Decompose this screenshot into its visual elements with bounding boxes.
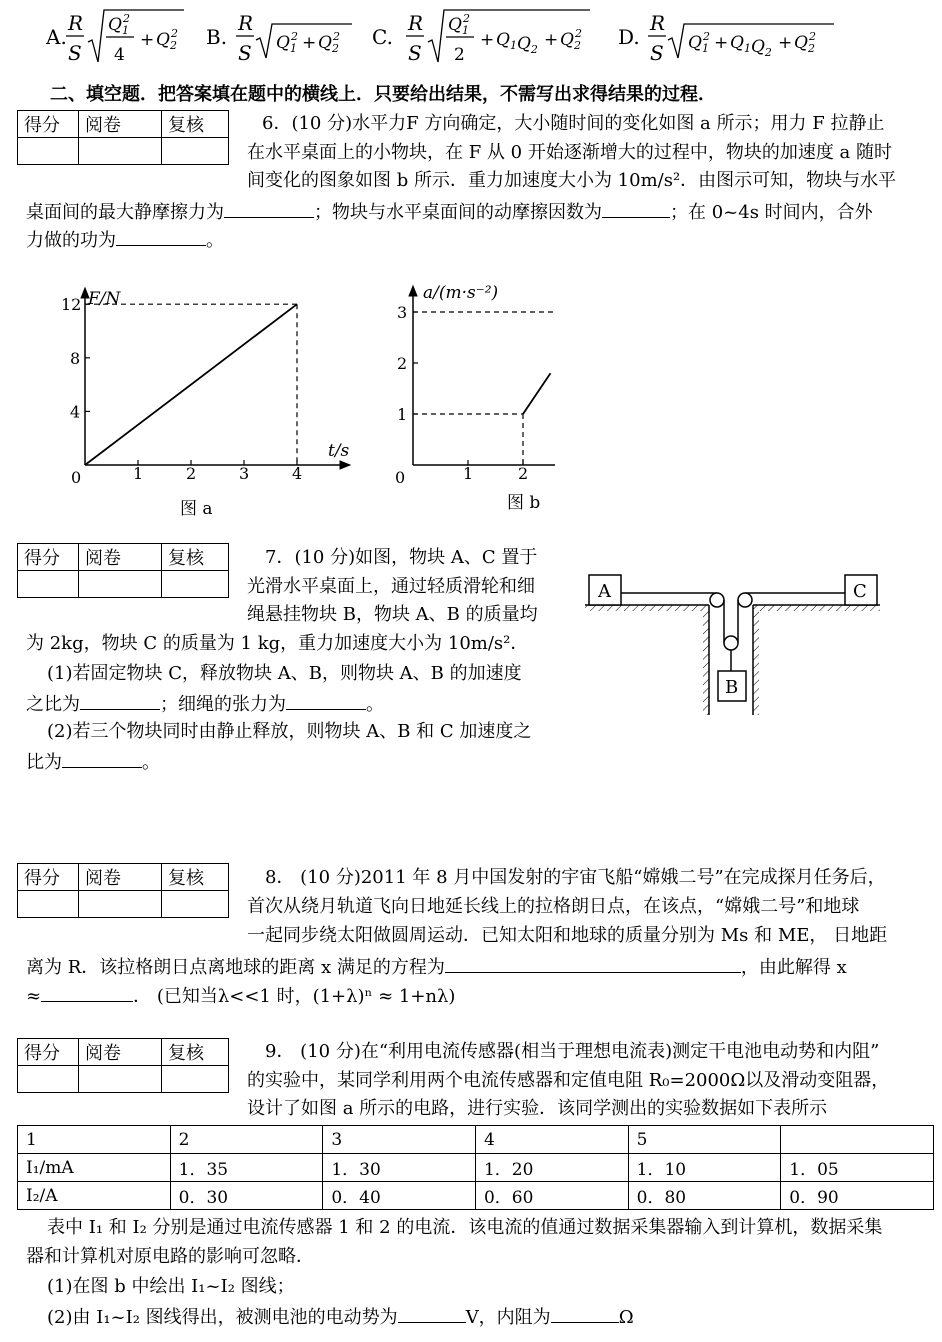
score-table-q9 — [17, 1038, 229, 1093]
q6-line4 — [26, 199, 873, 225]
table-cell: 1．10 — [628, 1154, 781, 1182]
figure-a-x-arrow — [340, 461, 350, 469]
q6-line2: 在水平桌面上的小物块，在 F 从 0 开始逐渐增大的过程中，物块的加速度 a 随时 — [247, 142, 892, 163]
figure-a-chart — [40, 282, 360, 522]
q9-line7-a: (2)由 I₁~I₂ 图线得出，被测电池的电动势为 — [47, 1307, 398, 1328]
svg-text:2: 2 — [454, 45, 465, 65]
q6-line1: 6．(10 分)水平力F 方向确定，大小随时间的变化如图 a 所示；用力 F 拉静止 — [262, 113, 885, 134]
svg-text:Q22: $Q_22$ — [794, 30, 816, 55]
q9-line2: 的实验中，某同学利用两个电流传感器和定值电阻 R₀=2000Ω以及滑动变阻器， — [247, 1070, 890, 1091]
svg-text:Q1Q2: $Q_1Q_2$ — [730, 33, 772, 59]
x-tick-label: 1 — [463, 464, 474, 483]
q9-line7 — [47, 1304, 634, 1330]
option-c-s: S — [408, 41, 422, 65]
table-cell: 1．05 — [781, 1154, 934, 1182]
svg-text:Q22: $Q_22$ — [156, 27, 178, 52]
table-cell: 0．90 — [781, 1182, 934, 1210]
x-tick-label: 2 — [186, 464, 197, 483]
option-a-label: A. — [46, 25, 67, 49]
q9-data-table — [17, 1125, 934, 1210]
block-b-label: B — [725, 677, 739, 698]
answer-options — [44, 6, 924, 68]
figure-b-title: 图 b — [507, 493, 541, 513]
score-cell[interactable] — [18, 571, 79, 598]
table-cell: 5 — [628, 1126, 781, 1154]
option-a-r: R — [68, 11, 84, 35]
figure-a-xlabel: t/s — [328, 441, 350, 461]
review-label: 阅卷 — [79, 111, 162, 138]
q7-line7: (2)若三个物块同时由静止释放，则物块 A、B 和 C 加速度之 — [47, 721, 532, 742]
q8-line5 — [26, 983, 455, 1009]
score-label: 得分 — [18, 864, 79, 891]
x-tick-label: 4 — [292, 464, 303, 483]
q8-line3: 一起同步绕太阳做圆周运动．已知太阳和地球的质量分别为 Ms 和 ME， 日地距 — [247, 925, 888, 946]
x-tick-label: 0 — [71, 468, 82, 487]
q9-line1: 9． (10 分)在“利用电流传感器(相当于理想电流表)测定干电池电动势和内阻” — [265, 1041, 880, 1062]
pulley-movable — [724, 636, 738, 650]
q7-blank-tension[interactable] — [286, 691, 366, 710]
table-row — [18, 1126, 934, 1154]
figure-a-ylabel: F/N — [88, 289, 121, 309]
q6-line5 — [26, 227, 224, 253]
q9-blank-emf[interactable] — [398, 1304, 466, 1323]
q6-blank-friction-coeff[interactable] — [602, 199, 670, 218]
svg-text:+: + — [140, 30, 155, 50]
recheck-label: 复核 — [162, 544, 229, 571]
pulley-left — [710, 593, 724, 607]
q7-line4: 为 2kg，物块 C 的质量为 1 kg，重力加速度大小为 10m/s²． — [26, 633, 529, 654]
q7-pulley-figure — [585, 565, 885, 720]
q6-line4-b: ；物块与水平桌面间的动摩擦因数为 — [314, 202, 602, 223]
table-cell: 0．30 — [170, 1182, 323, 1210]
review-cell[interactable] — [79, 138, 162, 165]
table-cell: 2 — [170, 1126, 323, 1154]
x-tick-label: 3 — [239, 464, 250, 483]
q7-line2: 光滑水平桌面上，通过轻质滑轮和细 — [247, 576, 535, 597]
y-tick-label: 12 — [61, 295, 82, 315]
table-cell: 1．35 — [170, 1154, 323, 1182]
q8-line4-b: ，由此解得 x — [740, 957, 847, 978]
row-header-cell: 1 — [18, 1126, 171, 1154]
svg-text:Q22: $Q_22$ — [318, 30, 340, 55]
q9-line7-c: Ω — [618, 1307, 634, 1328]
figure-b-chart — [385, 278, 555, 518]
table-row — [18, 1182, 934, 1210]
score-label: 得分 — [18, 111, 79, 138]
recheck-label: 复核 — [162, 864, 229, 891]
option-b-s: S — [238, 41, 252, 65]
q7-line1: 7．(10 分)如图，物块 A、C 置于 — [265, 547, 538, 568]
figure-b-ylabel: a/(m·s⁻²) — [423, 283, 499, 303]
q6-line4-a: 桌面间的最大静摩擦力为 — [26, 202, 224, 223]
q7-line6-a: 之比为 — [26, 694, 80, 715]
svg-text:Q1Q2: $Q_1Q_2$ — [496, 30, 538, 56]
table-cell: 0．40 — [323, 1182, 476, 1210]
svg-text:Q22: $Q_22$ — [560, 27, 582, 52]
table-cell: 0．80 — [628, 1182, 781, 1210]
q9-line5: 器和计算机对原电路的影响可忽略． — [26, 1246, 314, 1267]
review-cell[interactable] — [79, 1066, 162, 1093]
svg-text:Q12: $Q_12$ — [276, 30, 298, 55]
score-cell[interactable] — [18, 1066, 79, 1093]
figure-b-y-arrow — [409, 286, 417, 296]
q7-line8 — [26, 749, 160, 775]
section2-heading: 二、填空题．把答案填在题中的横线上．只要给出结果，不需写出求得结果的过程． — [50, 84, 716, 105]
table-cell — [781, 1126, 934, 1154]
option-b-label: B. — [206, 25, 228, 49]
q7-line6 — [26, 691, 384, 717]
q6-blank-work[interactable] — [116, 227, 206, 246]
score-table-q7 — [17, 543, 229, 598]
row-header-cell: I₂/A — [18, 1182, 171, 1210]
table-cell: 4 — [475, 1126, 628, 1154]
table-cell: 1．20 — [475, 1154, 628, 1182]
review-cell[interactable] — [79, 891, 162, 918]
q7-line6-c: 。 — [366, 694, 384, 715]
q7-blank-acc-ratio[interactable] — [80, 691, 160, 710]
review-label: 阅卷 — [79, 544, 162, 571]
q6-blank-static-friction[interactable] — [224, 199, 314, 218]
recheck-cell[interactable] — [162, 138, 229, 165]
q8-line2: 首次从绕月轨道飞向日地延长线上的拉格朗日点，在该点，“嫦娥二号”和地球 — [247, 896, 860, 917]
q8-blank-equation[interactable] — [445, 954, 741, 973]
svg-text:Q12: $Q_12$ — [688, 30, 710, 55]
pulley-right — [738, 593, 752, 607]
svg-text:Q12: $Q_12$ — [108, 12, 130, 37]
y-tick-label: 3 — [397, 303, 408, 322]
svg-text:+: + — [778, 33, 793, 53]
score-table-q8 — [17, 863, 229, 918]
y-tick-label: 1 — [397, 405, 408, 424]
table-cell: 0．60 — [475, 1182, 628, 1210]
score-cell[interactable] — [18, 138, 79, 165]
q9-line6: (1)在图 b 中绘出 I₁~I₂ 图线； — [47, 1276, 295, 1297]
q6-line4-c: ；在 0~4s 时间内，合外 — [670, 202, 873, 223]
q8-blank-x[interactable] — [41, 983, 133, 1002]
x-tick-label: 1 — [133, 464, 144, 483]
block-c-label: C — [853, 581, 867, 602]
review-cell[interactable] — [79, 571, 162, 598]
q7-line8-b: 。 — [142, 752, 160, 773]
table-row — [18, 1154, 934, 1182]
y-tick-label: 4 — [70, 402, 81, 422]
table-cell: 3 — [323, 1126, 476, 1154]
review-label: 阅卷 — [79, 864, 162, 891]
q7-blank-acc-ratio-all[interactable] — [62, 749, 142, 768]
x-tick-label: 2 — [518, 464, 529, 483]
q7-line6-b: ；细绳的张力为 — [160, 694, 286, 715]
q8-line5-a: ≈ — [26, 986, 42, 1007]
q6-line3: 间变化的图象如图 b 所示．重力加速度大小为 10m/s²．由图示可知，物块与水平 — [247, 170, 897, 191]
score-label: 得分 — [18, 544, 79, 571]
svg-text:+: + — [480, 30, 495, 50]
svg-text:4: 4 — [114, 45, 125, 65]
q9-line4: 表中 I₁ 和 I₂ 分别是通过电流传感器 1 和 2 的电流．该电流的值通过数据采集器输入到计算机，数据采集 — [47, 1217, 883, 1238]
score-label: 得分 — [18, 1039, 79, 1066]
score-cell[interactable] — [18, 891, 79, 918]
q8-line4-a: 离为 R．该拉格朗日点离地球的距离 x 满足的方程为 — [26, 957, 445, 978]
score-table-q6 — [17, 110, 229, 165]
option-d-label: D. — [618, 25, 640, 49]
svg-text:Q12: $Q_12$ — [448, 12, 470, 37]
recheck-cell[interactable] — [162, 891, 229, 918]
block-a-label: A — [598, 581, 611, 602]
recheck-label: 复核 — [162, 1039, 229, 1066]
y-tick-label: 8 — [70, 348, 81, 368]
recheck-cell[interactable] — [162, 571, 229, 598]
x-tick-label: 0 — [395, 468, 406, 487]
table-cell: 1．30 — [323, 1154, 476, 1182]
y-tick-label: 2 — [397, 354, 408, 373]
q9-blank-resistance[interactable] — [551, 1304, 619, 1323]
q9-line7-b: V，内阻为 — [465, 1307, 551, 1328]
option-a-s: S — [68, 41, 82, 65]
option-d-s: S — [650, 41, 664, 65]
options-formulas — [44, 6, 924, 68]
option-c-r: R — [408, 11, 424, 35]
q8-line5-b: ． (已知当λ<<1 时，(1+λ)ⁿ ≈ 1+nλ) — [133, 986, 456, 1007]
recheck-cell[interactable] — [162, 1066, 229, 1093]
series-segment-rising — [523, 373, 551, 414]
svg-text:+: + — [714, 33, 729, 53]
q9-line3: 设计了如图 a 所示的电路，进行实验．该同学测出的实验数据如下表所示 — [247, 1098, 828, 1119]
q7-line5: (1)若固定物块 C，释放物块 A、B，则物块 A、B 的加速度 — [47, 663, 522, 684]
series-line — [85, 304, 297, 465]
option-c-label: C. — [372, 25, 393, 49]
option-b-r: R — [238, 11, 254, 35]
recheck-label: 复核 — [162, 111, 229, 138]
option-d-r: R — [650, 11, 666, 35]
figure-a-title: 图 a — [180, 499, 213, 519]
q7-line8-a: 比为 — [26, 752, 62, 773]
row-header-cell: I₁/mA — [18, 1154, 171, 1182]
svg-text:+: + — [302, 33, 317, 53]
q7-line3: 绳悬挂物块 B，物块 A、B 的质量均 — [247, 604, 538, 625]
q8-line4 — [26, 954, 847, 980]
review-label: 阅卷 — [79, 1039, 162, 1066]
q6-line5-a: 力做的功为 — [26, 230, 116, 251]
svg-text:+: + — [544, 30, 559, 50]
q8-line1: 8． (10 分)2011 年 8 月中国发射的宇宙飞船“嫦娥二号”在完成探月任务后， — [265, 867, 886, 888]
q6-line5-b: 。 — [206, 230, 224, 251]
